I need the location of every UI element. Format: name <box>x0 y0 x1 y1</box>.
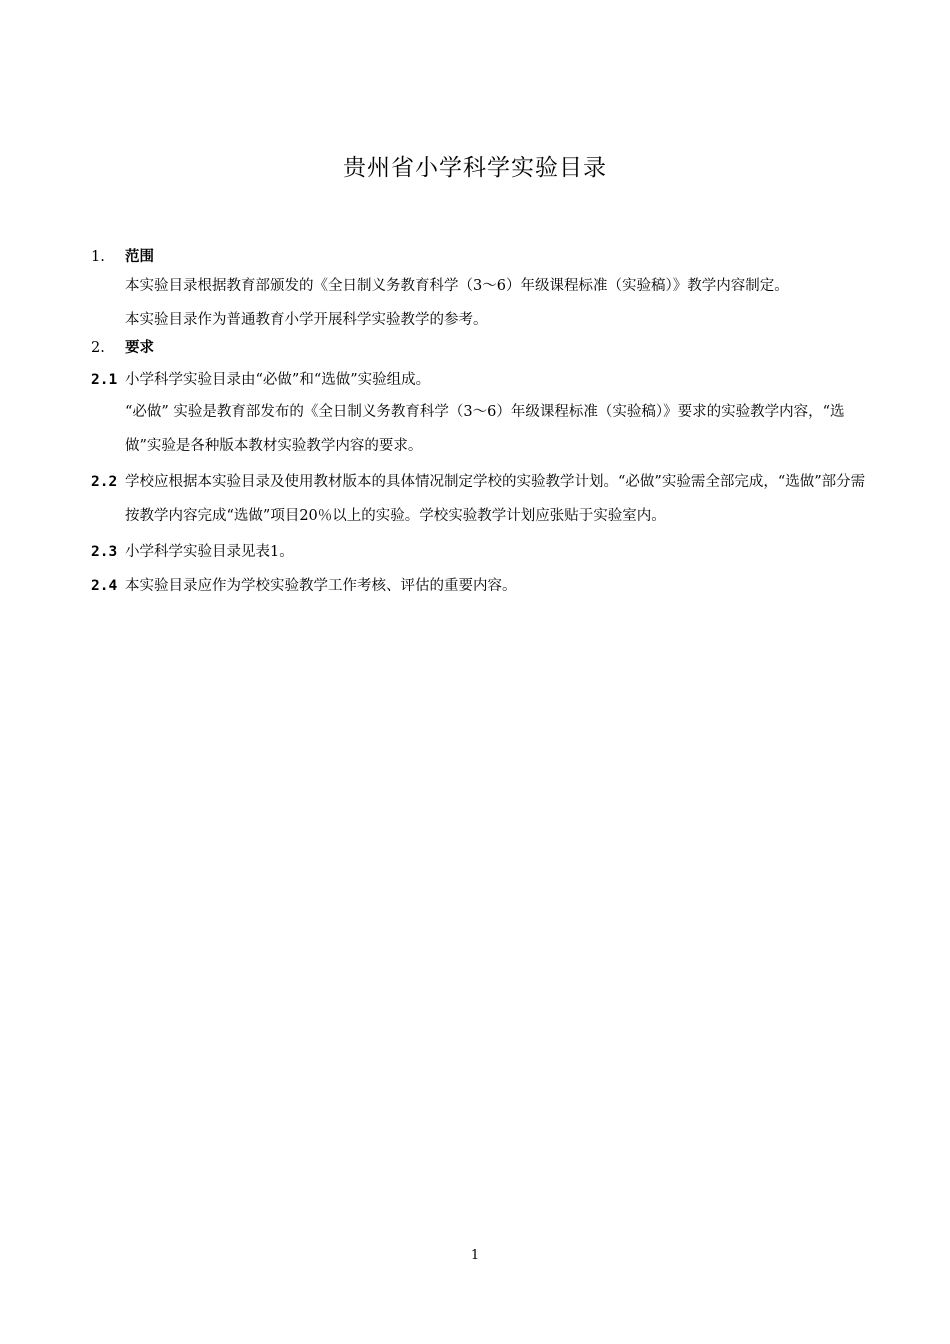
item-text: 小学科学实验目录见表1。 <box>125 544 294 560</box>
section-number: 1. <box>91 249 105 265</box>
item-text: 本实验目录应作为学校实验教学工作考核、评估的重要内容。 <box>125 578 517 594</box>
section-scope <box>91 244 871 333</box>
page-number: 1 <box>470 1248 480 1263</box>
item-text: 学校应根据本实验目录及使用教材版本的具体情况制定学校的实验教学计划。“必做”实验需全部完成，“选做”部分需按教学内容完成“选做”项目20％以上的实验。学校实验教学计划应张贴于实验室内。 <box>125 474 866 524</box>
item-extra-text: “必做” 实验是教育部发布的《全日制义务教育科学（3～6）年级课程标准（实验稿）》要求的实验教学内容，“选做”实验是各种版本教材实验教学内容的要求。 <box>125 404 845 454</box>
item-number: 2.1 <box>91 372 118 388</box>
scope-paragraph: 本实验目录根据教育部颁发的《全日制义务教育科学（3～6）年级课程标准（实验稿）》教学内容制定。 <box>125 278 789 294</box>
section-requirements <box>91 335 871 603</box>
scope-paragraph: 本实验目录作为普通教育小学开展科学实验教学的参考。 <box>125 312 488 328</box>
document-title: 贵州省小学科学实验目录 <box>343 155 607 181</box>
section-number: 2. <box>91 340 105 356</box>
requirement-item <box>91 569 871 603</box>
section-heading-scope <box>91 244 871 270</box>
item-number: 2.2 <box>91 474 118 490</box>
requirement-item <box>91 465 871 533</box>
requirement-item <box>91 367 871 463</box>
item-text: 小学科学实验目录由“必做”和“选做”实验组成。 <box>125 372 431 388</box>
section-heading-requirements <box>91 335 871 361</box>
section-title: 范围 <box>125 249 154 265</box>
item-number: 2.3 <box>91 544 118 560</box>
item-number: 2.4 <box>91 578 118 594</box>
section-title: 要求 <box>125 340 154 356</box>
requirement-item <box>91 535 871 569</box>
